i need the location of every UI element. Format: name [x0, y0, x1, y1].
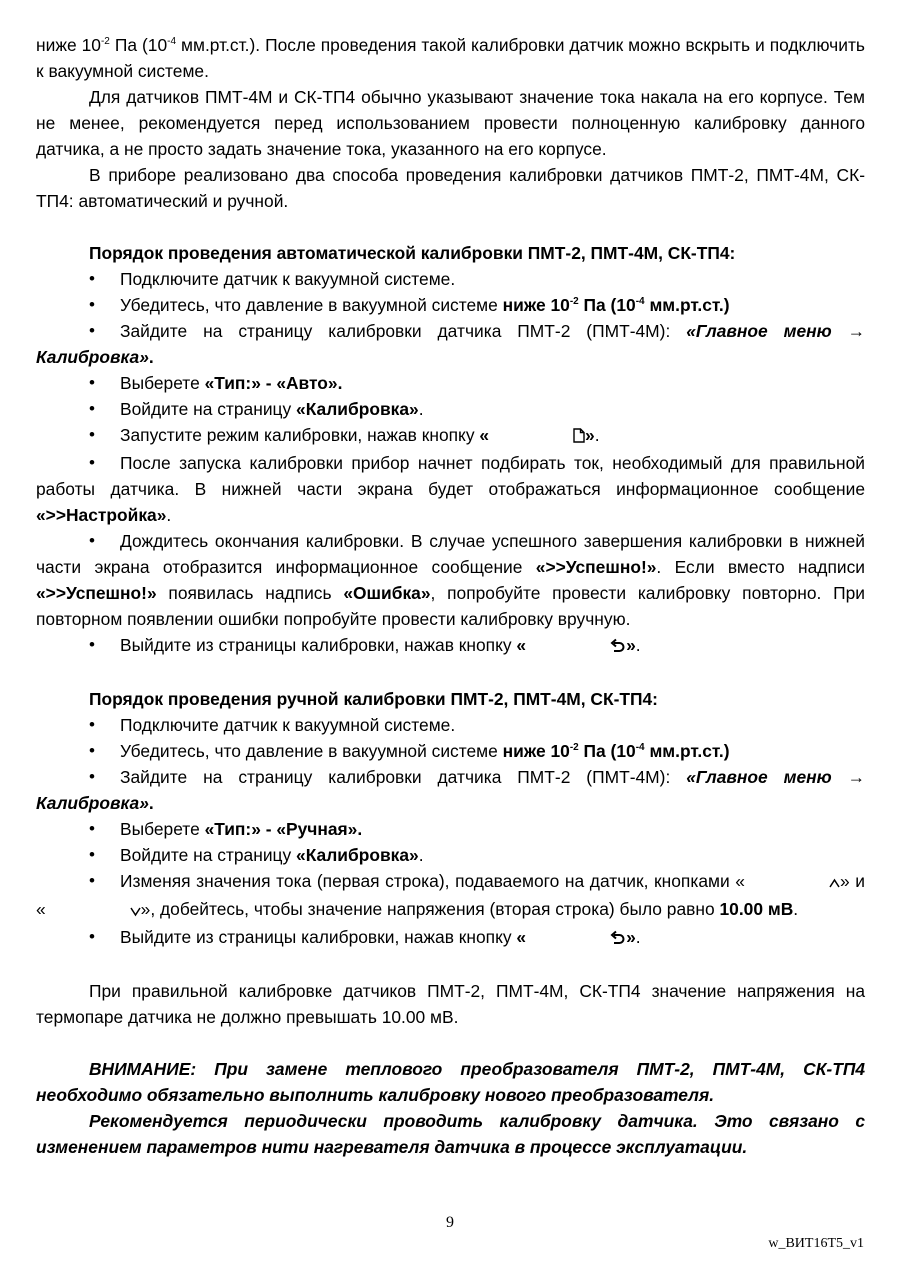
recommendation-paragraph: Рекомендуется периодически проводить калибровку датчика. Это связано с изменением параметров нити нагревателя датчика в процессе эксплуатации. — [36, 1111, 865, 1157]
list-item: • Войдите на страницу «Калибровка». — [36, 396, 865, 422]
list-item: • Подключите датчик к вакуумной системе. — [36, 266, 865, 292]
undo-arrow-icon — [526, 634, 626, 660]
list-item: • Выберете «Тип:» - «Ручная». — [36, 816, 865, 842]
manual-calibration-list — [36, 712, 865, 952]
list-item: • Дождитесь окончания калибровки. В случае успешного завершения калибровки в нижней части экрана отобразится информационное сообщение «>>Успешно!». Если вместо надписи «>>Успешно!» появилась надпись «Ошибка», попробуйте провести калибровку повторно. При повторном появлении ошибки попробуйте провести калибровку вручную. — [36, 528, 865, 632]
list-item: • Зайдите на страницу калибровки датчика ПМТ-2 (ПМТ-4М): «Главное меню → Калибровка». — [36, 318, 865, 370]
document-page — [36, 32, 865, 1160]
document-code: w_ВИТ16Т5_v1 — [768, 1236, 864, 1251]
list-item: • После запуска калибровки прибор начнет подбирать ток, необходимый для правильной работы датчика. В нижней части экрана будет отображаться информационное сообщение «>>Настройка». — [36, 450, 865, 528]
intro-paragraph: ниже $10^{-2}$ Па ($10^{-4}$ мм.рт.ст.). После проведения такой калибровки датчик можно вскрыть и подключить к вакуумной системе. — [36, 35, 865, 81]
manual-calibration-heading: Порядок проведения ручной калибровки ПМТ-2, ПМТ-4М, СК-ТП4: — [89, 689, 658, 709]
list-item: • Выйдите из страницы калибровки, нажав кнопку « ». — [36, 632, 865, 660]
current-paragraph: Для датчиков ПМТ-4М и СК-ТП4 обычно указывают значение тока накала на его корпусе. Тем не менее, рекомендуется перед использованием провести полноценную калибровку данного датчика, а не просто задать значение тока, указанного на его корпусе. — [36, 87, 865, 159]
chevron-up-icon — [745, 870, 840, 896]
list-item: • Убедитесь, что давление в вакуумной системе ниже $10^{-2}$ Па ($10^{-4}$ мм.рт.ст.) — [36, 738, 865, 764]
list-item: • Выберете «Тип:» - «Авто». — [36, 370, 865, 396]
list-item: • Войдите на страницу «Калибровка». — [36, 842, 865, 868]
correct-calibration-paragraph: При правильной калибровке датчиков ПМТ-2, ПМТ-4М, СК-ТП4 значение напряжения на термопаре датчика не должно превышать 10.00 мВ. — [36, 981, 865, 1027]
undo-arrow-icon — [526, 926, 626, 952]
auto-calibration-list — [36, 266, 865, 660]
list-item: • Выйдите из страницы калибровки, нажав кнопку « ». — [36, 924, 865, 952]
page-number: 9 — [446, 1214, 454, 1231]
warning-paragraph: ВНИМАНИЕ: При замене теплового преобразователя ПМТ-2, ПМТ-4М, СК-ТП4 необходимо обязательно выполнить калибровку нового преобразователя. — [36, 1059, 865, 1105]
list-item: • Убедитесь, что давление в вакуумной системе ниже $10^{-2}$ Па ($10^{-4}$ мм.рт.ст.) — [36, 292, 865, 318]
list-item: • Запустите режим калибровки, нажав кнопку « ». — [36, 422, 865, 450]
list-item: • Подключите датчик к вакуумной системе. — [36, 712, 865, 738]
chevron-down-icon — [46, 898, 141, 924]
auto-calibration-heading: Порядок проведения автоматической калибровки ПМТ-2, ПМТ-4М, СК-ТП4: — [89, 243, 736, 263]
list-item: • Изменяя значения тока (первая строка), подаваемого на датчик, кнопками « » и « », добейтесь, чтобы значение напряжения (вторая строка) было равно 10.00 мВ. — [36, 868, 865, 924]
methods-paragraph: В приборе реализовано два способа проведения калибровки датчиков ПМТ-2, ПМТ-4М, СК-ТП4: автоматический и ручной. — [36, 165, 865, 211]
document-icon — [489, 424, 585, 450]
list-item: • Зайдите на страницу калибровки датчика ПМТ-2 (ПМТ-4М): «Главное меню → Калибровка». — [36, 764, 865, 816]
